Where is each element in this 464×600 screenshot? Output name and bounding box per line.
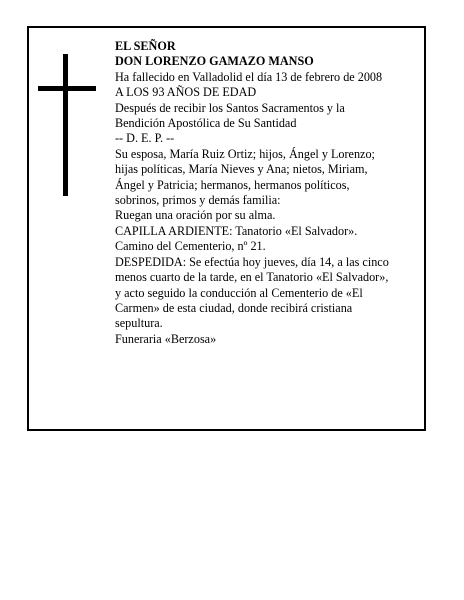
cross-icon-bar xyxy=(38,86,96,91)
notice-line: Bendición Apostólica de Su Santidad xyxy=(115,116,297,131)
obituary-text xyxy=(115,39,425,347)
notice-line: Carmen» de esta ciudad, donde recibirá cristiana xyxy=(115,300,353,315)
notice-line: Ha fallecido en Valladolid el día 13 de febrero de 2008 xyxy=(115,69,383,84)
notice-line: Su esposa, María Ruiz Ortiz; hijos, Ángel y Lorenzo; xyxy=(115,146,375,161)
notice-line: Funeraria «Berzosa» xyxy=(115,331,217,346)
notice-line: Ruegan una oración por su alma. xyxy=(115,208,276,223)
notice-line: -- D. E. P. -- xyxy=(115,131,175,146)
notice-line: sepultura. xyxy=(115,316,163,331)
notice-line: Camino del Cementerio, nº 21. xyxy=(115,239,266,254)
deceased-name: DON LORENZO GAMAZO MANSO xyxy=(115,54,314,69)
notice-line: y acto seguido la conducción al Cementerio de «El xyxy=(115,285,363,300)
notice-line: menos cuarto de la tarde, en el Tanatorio «El Salvador», xyxy=(115,270,389,285)
notice-line: A LOS 93 AÑOS DE EDAD xyxy=(115,85,257,100)
notice-line: DESPEDIDA: Se efectúa hoy jueves, día 14, a las cinco xyxy=(115,254,389,269)
notice-line: sobrinos, primos y demás familia: xyxy=(115,193,281,208)
notice-line: CAPILLA ARDIENTE: Tanatorio «El Salvador». xyxy=(115,223,358,238)
notice-line: Después de recibir los Santos Sacramentos y la xyxy=(115,100,345,115)
cross-icon xyxy=(63,54,68,196)
notice-line: hijas políticas, María Nieves y Ana; nietos, Miriam, xyxy=(115,162,368,177)
notice-title: EL SEÑOR xyxy=(115,39,176,53)
notice-line: Ángel y Patricia; hermanos, hermanos políticos, xyxy=(115,177,350,192)
